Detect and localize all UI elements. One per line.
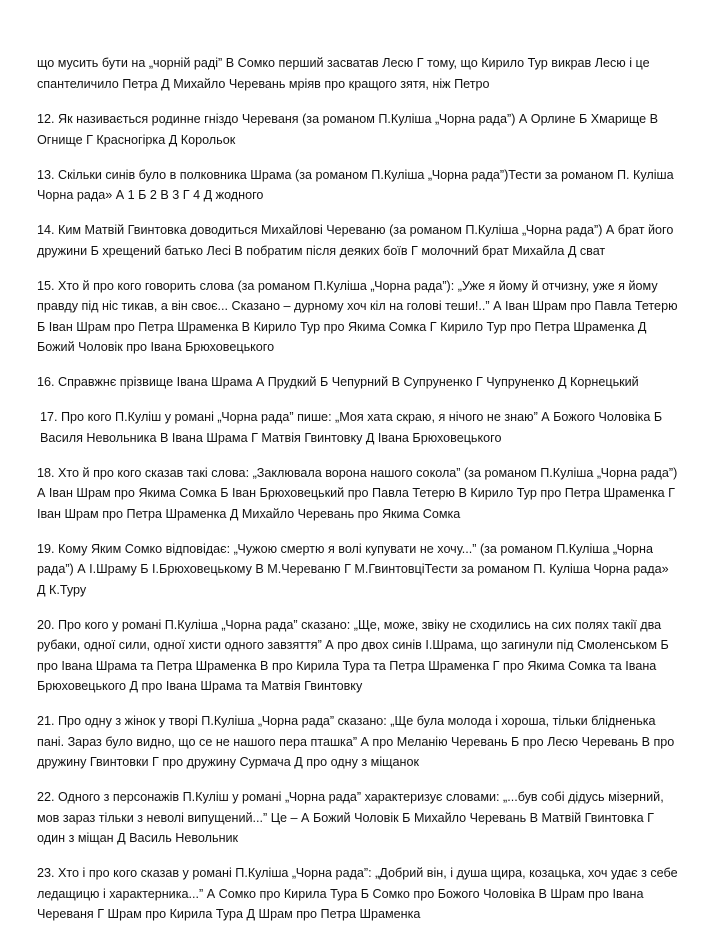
- question-22: 22. Одного з персонажів П.Куліш у романі „Чорна рада” характеризує словами: „...був собі дідусь мізерний, мов зараз тільки з неволі випущений...” Це – А Божий Чоловік Б Михайло Черевань В Матвій Гвинтовка Г один з міщан Д Василь Невольник: [37, 790, 664, 845]
- question-16: 16. Справжнє прізвище Івана Шрама А Прудкий Б Чепурний В Супруненко Г Чупруненко Д Корнецький: [37, 375, 639, 389]
- question-13: 13. Скільки синів було в полковника Шрама (за романом П.Куліша „Чорна рада”)Тести за романом П. Куліша Чорна рада» А 1 Б 2 В 3 Г 4 Д жодного: [37, 167, 674, 202]
- question-20: 20. Про кого у романі П.Куліша „Чорна рада” сказано: „Ще, може, звіку не сходились на сих полях такії два рубаки, одної сили, одної хисти одного завзяття” А про двох синів І.Шрама, що загинули під Смоленськом Б про Івана Шрама та Петра Шраменка В про Кирила Тура та Петра Шраменка Г про Якима Сомка та Івана Брюховецького Д про Івана Шрама та Матвія Гвинтовку: [37, 617, 669, 693]
- question-19: 19. Кому Яким Сомко відповідає: „Чужою смертю я волі купувати не хочу...” (за романом П.Куліша „Чорна рада”) А І.Шраму Б І.Брюховецькому В М.Череваню Г М.ГвинтовціТести за романом П. Куліша Чорна рада» Д К.Туру: [37, 541, 669, 597]
- question-23: 23. Хто і про кого сказав у романі П.Куліша „Чорна рада”: „Добрий він, і душа щира, козацька, хоч удає з себе ледащицю і характерника...” А Сомко про Кирила Тура Б Сомко про Божого Чоловіка В Шрам про Івана Череваня Г Шрам про Кирила Тура Д Шрам про Петра Шраменка: [37, 866, 678, 921]
- question-15: 15. Хто й про кого говорить слова (за романом П.Куліша „Чорна рада”): „Уже я йому й отчизну, уже я йому правду під ніс тикав, а він своє... Сказано – дурному хоч кіл на голові теши!..” А Іван Шрам про Павла Тетерю Б Іван Шрам про Петра Шраменка В Кирило Тур про Якима Сомка Г Кирило Тур про Петра Шраменка Д Божий Чоловік про Івана Брюховецького: [37, 278, 678, 354]
- question-12: 12. Як називається родинне гніздо Череваня (за романом П.Куліша „Чорна рада”) А Орлине Б Хмарище В Огнище Г Красногірка Д Корольок: [37, 112, 659, 147]
- paragraph-continuation: що мусить бути на „чорній раді” В Сомко перший засватав Лесю Г тому, що Кирило Тур викрав Лесю і це спантеличило Петра Д Михайло Черевань мріяв про кращого зятя, ніж Петро: [37, 56, 650, 91]
- question-18: 18. Хто й про кого сказав такі слова: „Заклювала ворона нашого сокола” (за романом П.Куліша „Чорна рада”) А Іван Шрам про Якима Сомка Б Іван Брюховецький про Павла Тетерю В Кирило Тур про Петра Шраменка Г Іван Шрам про Петра Шраменка Д Михайло Черевань про Якима Сомка: [37, 465, 678, 521]
- question-14: 14. Ким Матвій Гвинтовка доводиться Михайлові Череваню (за романом П.Куліша „Чорна рада”) А брат його дружини Б хрещений батько Лесі В побратим після деяких боїв Г молочний брат Михайла Д сват: [37, 223, 674, 258]
- question-21: 21. Про одну з жінок у творі П.Куліша „Чорна рада” сказано: „Ще була молода і хороша, тільки блідненька пані. Зараз було видно, що се не нашого пера пташка” А про Меланію Черевань Б про Лесю Черевань В про дружину Гвинтовки Г про дружину Сурмача Д про одну з міщанок: [37, 714, 675, 769]
- question-17: 17. Про кого П.Куліш у романі „Чорна рада” пише: „Моя хата скраю, я нічого не знаю” А Божого Чоловіка Б Василя Невольника В Івана Шрама Г Матвія Гвинтовку Д Івана Брюховецького: [40, 410, 663, 445]
